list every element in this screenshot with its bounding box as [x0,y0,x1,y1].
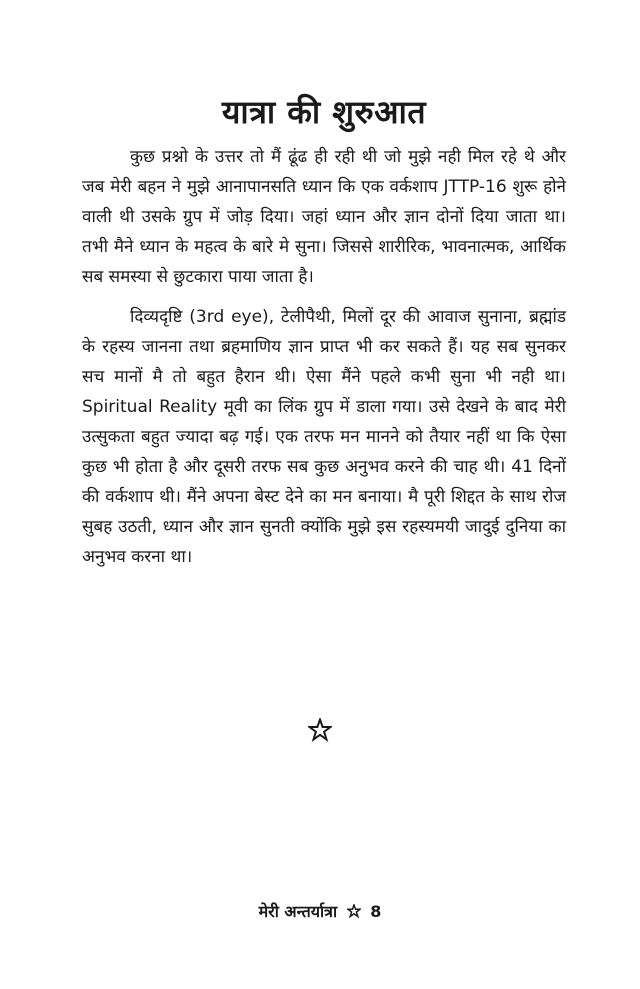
section-ornament [0,718,640,746]
paragraph-1: कुछ प्रश्नो के उत्तर तो मैं ढूंढ ही रही थी जो मुझे नही मिल रहे थे और जब मेरी बहन ने मुझे आनापानसति ध्यान कि एक वर्कशाप JTTP-16 शुरू होने वाली थी उसके ग्रुप में जोड़ दिया। जहां ध्यान और ज्ञान दोनों दिया जाता था। तभी मैने ध्यान के महत्व के बारे मे सुना। जिससे शारीरिक, भावनात्मक, आर्थिक सब समस्या से छुटकारा पाया जाता है। [82,147,566,287]
page-body [82,88,566,582]
footer-book-title: मेरी अन्तर्यात्रा [258,902,338,921]
paragraph-2: दिव्यदृष्टि (3rd eye), टेलीपैथी, मिलों दूर की आवाज सुनाना, ब्रह्मांड के रहस्य जानना तथा ब्रहमाणिय ज्ञान प्राप्त भी कर सकते हैं। यह सब सुनकर सच मानों मै तो बहुत हैरान थी। ऐसा मैंने पहले कभी सुना भी नही था। Spiritual Reality मूवी का लिंक ग्रुप में डाला गया। उसे देखने के बाद मेरी उत्सुकता बहुत ज्यादा बढ़ गई। एक तरफ मन मानने को तैयार नहीं था कि ऐसा कुछ भी होता है और दूसरी तरफ सब कुछ अनुभव करने की चाह थी। 41 दिनों की वर्कशाप थी। मैंने अपना बेस्ट देने का मन बनाया। मै पूरी शिद्दत के साथ रोज सुबह उठती, ध्यान और ज्ञान सुनती क्योंकि मुझे इस रहस्यमयी जादुई दुनिया का अनुभव करना था। [82,307,566,567]
page-footer [0,900,640,925]
star-icon [308,718,332,742]
page-number: 8 [370,902,382,921]
chapter-title: यात्रा की शुरुआत [221,93,427,131]
star-icon [347,901,361,925]
